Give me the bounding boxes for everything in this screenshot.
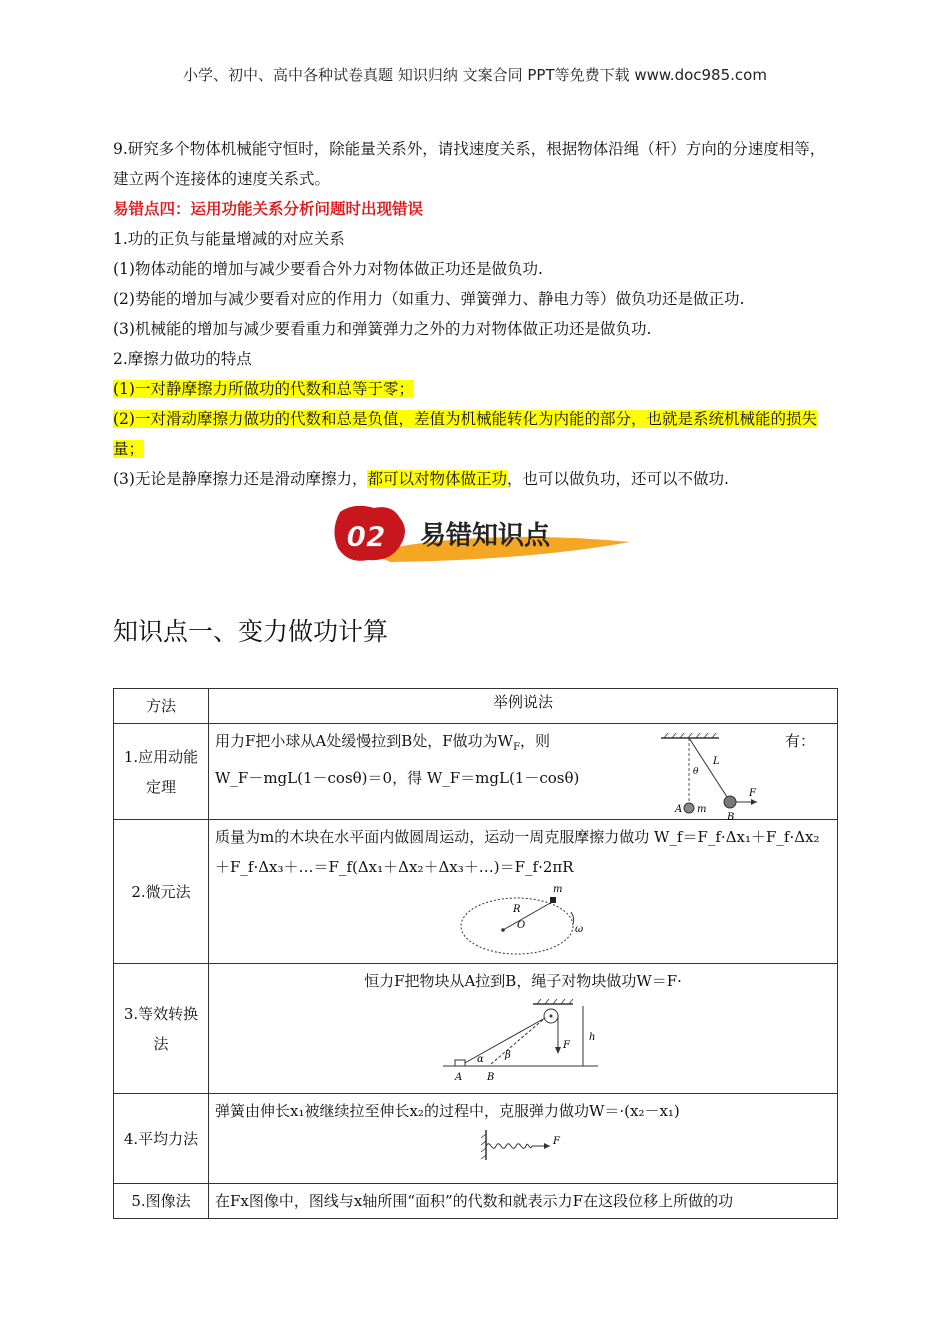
table-row	[114, 724, 838, 820]
item-1-2: (2)势能的增加与减少要看对应的作用力（如重力、弹簧弹力、静电力等）做负功还是做正功.	[113, 290, 745, 308]
method-cell: 5.图像法	[114, 1184, 209, 1219]
pulley-axle	[550, 1015, 553, 1018]
label: h	[589, 1032, 596, 1043]
example-cell	[209, 724, 838, 820]
page-header: 小学、初中、高中各种试卷真题 知识归纳 文案合同 PPT等免费下载 www.doc985.com	[183, 66, 767, 84]
ball-a	[684, 803, 694, 813]
arrowhead	[751, 799, 757, 805]
label: m	[553, 884, 563, 895]
spring-figure	[478, 1126, 568, 1166]
label: A	[675, 804, 683, 815]
text: W_F－mgL(1－cosθ)＝0，得 W_F＝mgL(1－cosθ)	[215, 769, 580, 787]
rope-a	[463, 1018, 545, 1064]
pendulum-figure	[649, 732, 769, 822]
block	[455, 1060, 465, 1066]
example-cell: 在Fx图像中，图线与x轴所围“面积”的代数和就表示力F在这段位移上所做的功	[209, 1184, 838, 1219]
method-cell: 3.等效转换法	[114, 964, 209, 1094]
methods-table	[113, 688, 838, 1219]
text: 弹簧由伸长x₁被继续拉至伸长x₂的过程中，克服弹力做功W＝·(x₂－x₁)	[215, 1102, 680, 1120]
table-row	[114, 820, 838, 964]
banner-number: 02	[346, 520, 386, 553]
knowledge-point-title: 知识点一、变力做功计算	[113, 617, 389, 646]
label: θ	[693, 767, 699, 777]
text: ，也可以做负功，还可以不做功.	[506, 470, 729, 488]
label: F	[553, 1136, 560, 1147]
label: β	[505, 1050, 511, 1061]
item-1-3: (3)机械能的增加与减少要看重力和弹簧弹力之外的力对物体做正功还是做负功.	[113, 320, 652, 338]
item-1: 1.功的正负与能量增减的对应关系	[113, 230, 345, 248]
label: B	[487, 1072, 495, 1083]
label: α	[477, 1054, 484, 1065]
highlight: (2)一对滑动摩擦力做功的代数和总是负值，差值为机械能转化为内能的部分，也就是系统机械能的损失量；	[113, 410, 817, 458]
item-1-1: (1)物体动能的增加与减少要看合外力对物体做正功还是做负功.	[113, 260, 543, 278]
method-cell: 1.应用动能定理	[114, 724, 209, 820]
text: ，则	[520, 732, 551, 750]
label: m	[697, 804, 707, 815]
text: 质量为m的木块在水平面内做圆周运动，运动一周克服摩擦力做功 W_f＝F_f·Δx₁＋F_f·Δx₂＋F_f·Δx₃＋…＝F_f(Δx₁＋Δx₂＋Δx₃＋…)＝F_f·2πR	[215, 828, 820, 876]
text: (3)无论是静摩擦力还是滑动摩擦力，	[113, 470, 368, 488]
table-row	[114, 964, 838, 1094]
method-cell: 2.微元法	[114, 820, 209, 964]
text: 恒力F把物块从A拉到B，绳子对物块做功W＝F·	[364, 972, 682, 990]
table-row	[114, 1094, 838, 1184]
label: F	[563, 1040, 570, 1051]
label: R	[513, 904, 521, 915]
label: A	[455, 1072, 463, 1083]
header-example: 举例说法	[209, 689, 838, 724]
arrowhead	[544, 1143, 550, 1149]
text: 有：	[784, 732, 815, 750]
item-2-3	[113, 464, 838, 494]
pulley-figure	[433, 996, 613, 1086]
example-cell	[209, 964, 838, 1094]
banner-title: 易错知识点	[420, 521, 551, 551]
label: F	[749, 788, 756, 799]
radius	[503, 902, 552, 930]
example-cell	[209, 820, 838, 964]
section-banner	[330, 500, 635, 568]
item-2: 2.摩擦力做功的特点	[113, 350, 252, 368]
label: L	[713, 756, 720, 767]
label: ω	[575, 924, 584, 935]
arrowhead	[555, 1047, 561, 1054]
example-cell	[209, 1094, 838, 1184]
spring-coil	[486, 1144, 532, 1149]
highlight: 都可以对物体做正功	[367, 470, 507, 488]
highlight: (1)一对静摩擦力所做功的代数和总等于零；	[113, 380, 414, 398]
section-4-title: 易错点四：运用功能关系分析问题时出现错误	[113, 200, 424, 218]
main-content	[113, 134, 838, 494]
table-row	[114, 1184, 838, 1219]
text: 用力F把小球从A处缓慢拉到B处，F做功为W	[215, 732, 514, 750]
item-2-1	[113, 374, 838, 404]
circle-figure	[453, 882, 593, 958]
omega-arrow	[571, 912, 574, 924]
block	[550, 897, 556, 903]
point-9: 9.研究多个物体机械能守恒时，除能量关系外，请找速度关系，根据物体沿绳（杆）方向的分速度相等，建立两个连接体的速度关系式。	[113, 140, 826, 188]
method-cell: 4.平均力法	[114, 1094, 209, 1184]
item-2-2	[113, 404, 838, 464]
rope-b	[491, 1018, 545, 1064]
label: B	[727, 812, 735, 822]
ball-b	[724, 796, 736, 808]
subscript: F	[513, 742, 521, 753]
header-method: 方法	[114, 689, 209, 724]
label: O	[517, 920, 526, 931]
table-header-row	[114, 689, 838, 724]
